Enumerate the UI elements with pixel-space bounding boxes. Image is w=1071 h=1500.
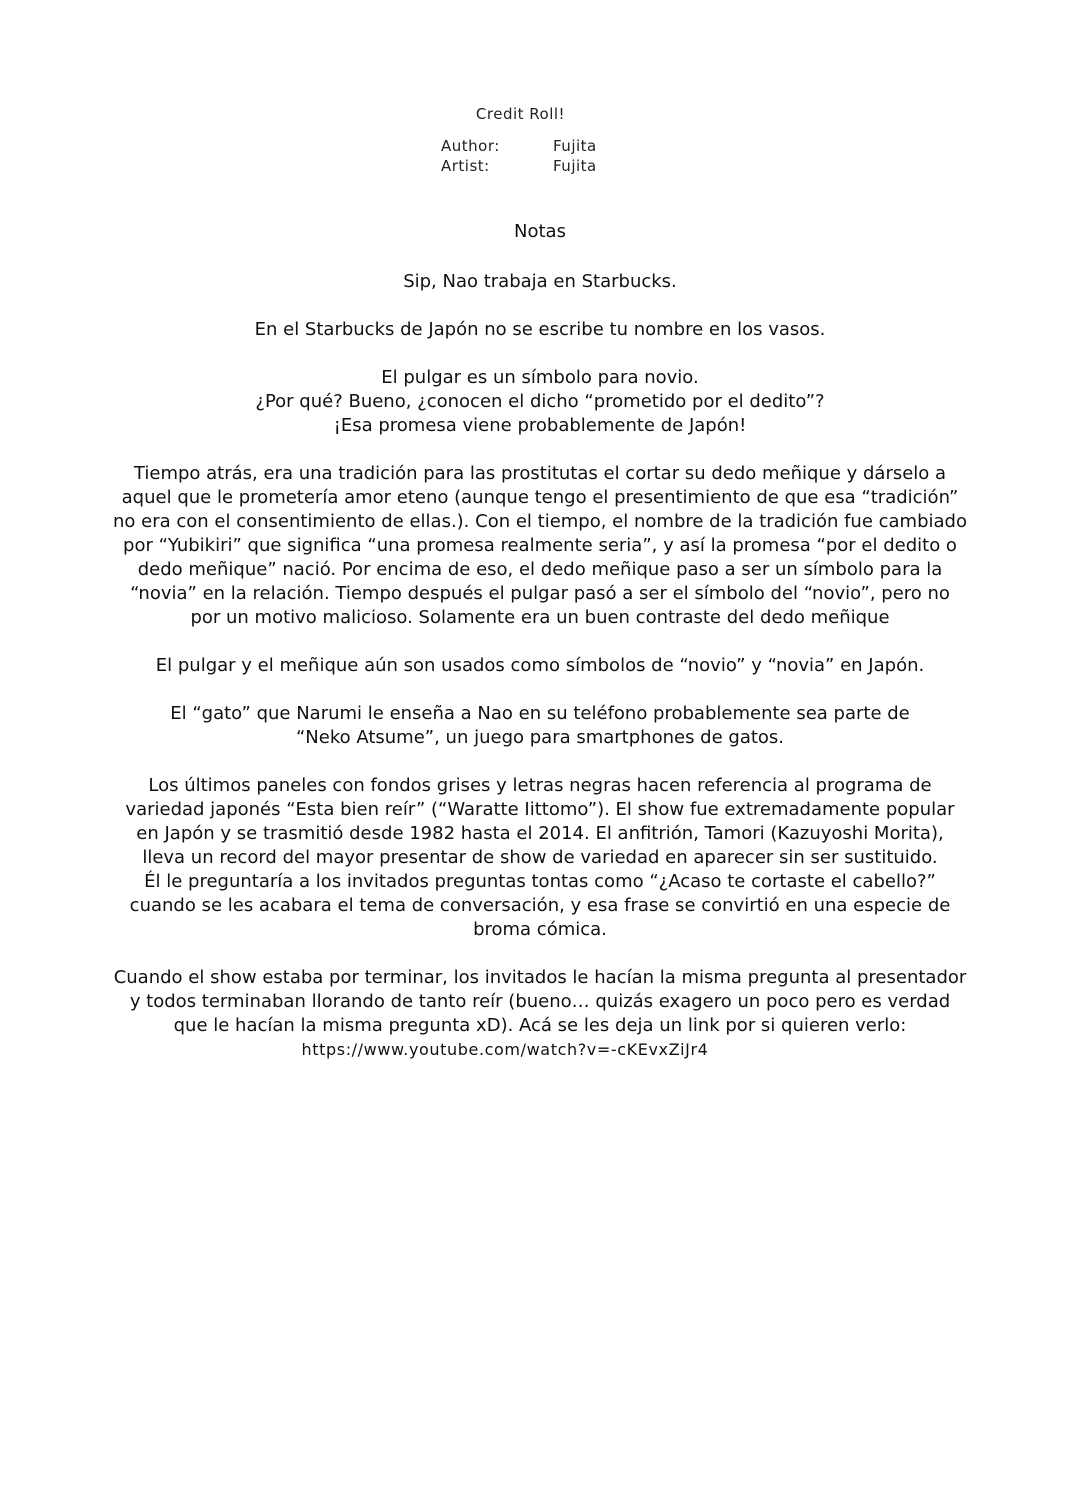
notes-title: Notas <box>514 221 566 242</box>
credit-list <box>0 136 1071 176</box>
text-line: Cuando el show estaba por terminar, los invitados le hacían la misma pregunta al presentador <box>113 967 967 988</box>
text-line: Los últimos paneles con fondos grises y letras negras hacen referencia al programa de <box>148 775 932 796</box>
credit-roll <box>0 104 1071 176</box>
credit-value: Fujita <box>553 137 597 155</box>
text-line: en Japón y se trasmitió desde 1982 hasta el 2014. El anfitrión, Tamori (Kazuyoshi Morita), <box>136 823 944 844</box>
text-line: no era con el consentimiento de ellas.). Con el tiempo, el nombre de la tradición fue cambiado <box>112 511 967 532</box>
text-line: broma cómica. <box>473 919 607 940</box>
text-line: “novia” en la relación. Tiempo después el pulgar pasó a ser el símbolo del “novio”, pero no <box>130 583 950 604</box>
credit-label: Author: <box>441 137 500 155</box>
credit-roll-title: Credit Roll! <box>475 105 566 123</box>
note-paragraph <box>100 774 980 942</box>
text-line: El “gato” que Narumi le enseña a Nao en su teléfono probablemente sea parte de <box>170 703 910 724</box>
text-line: que le hacían la misma pregunta xD). Acá se les deja un link por si quieren verlo: <box>173 1015 907 1036</box>
note-paragraph <box>100 270 980 294</box>
text-line: por un motivo malicioso. Solamente era un buen contraste del dedo meñique <box>190 607 890 628</box>
note-paragraph <box>100 366 980 438</box>
text-line: lleva un record del mayor presentar de show de variedad en aparecer sin ser sustituido. <box>142 847 938 868</box>
note-paragraph <box>100 318 980 342</box>
credit-row-artist <box>0 156 1071 176</box>
text-line: Tiempo atrás, era una tradición para las prostitutas el cortar su dedo meñique y dárselo a <box>133 463 947 484</box>
text-line: “Neko Atsume”, un juego para smartphones de gatos. <box>295 727 785 748</box>
note-paragraph <box>100 966 980 1062</box>
text-line: Sip, Nao trabaja en Starbucks. <box>403 271 677 292</box>
text-line: variedad japonés “Esta bien reír” (“Waratte Iittomo”). El show fue extremadamente popular <box>125 799 955 820</box>
text-line: cuando se les acabara el tema de conversación, y esa frase se convirtió en una especie de <box>129 895 951 916</box>
text-line: dedo meñique” nació. Por encima de eso, el dedo meñique paso a ser un símbolo para la <box>137 559 943 580</box>
notes-section <box>100 220 980 1086</box>
credit-label: Artist: <box>441 157 490 175</box>
text-line: ¡Esa promesa viene probablemente de Japón! <box>333 415 747 436</box>
credit-row-author <box>0 136 1071 156</box>
text-line: aquel que le prometería amor eteno (aunque tengo el presentimiento de que esa “tradición” <box>121 487 959 508</box>
text-line: ¿Por qué? Bueno, ¿conocen el dicho “prometido por el dedito”? <box>255 391 825 412</box>
text-line: y todos terminaban llorando de tanto reír (bueno… quizás exagero un poco pero es verdad <box>129 991 951 1012</box>
credit-value: Fujita <box>553 157 597 175</box>
note-paragraph <box>100 702 980 750</box>
text-line: En el Starbucks de Japón no se escribe tu nombre en los vasos. <box>254 319 826 340</box>
text-line: El pulgar y el meñique aún son usados como símbolos de “novio” y “novia” en Japón. <box>155 655 925 676</box>
text-line: El pulgar es un símbolo para novio. <box>381 367 699 388</box>
video-link[interactable]: https://www.youtube.com/watch?v=-cKEvxZiJr4 <box>301 1040 709 1059</box>
note-paragraph <box>100 654 980 678</box>
text-line: por “Yubikiri” que significa “una promesa realmente seria”, y así la promesa “por el dedito o <box>123 535 957 556</box>
text-line: Él le preguntaría a los invitados preguntas tontas como “¿Acaso te cortaste el cabello?” <box>144 871 936 892</box>
note-paragraph <box>100 462 980 630</box>
